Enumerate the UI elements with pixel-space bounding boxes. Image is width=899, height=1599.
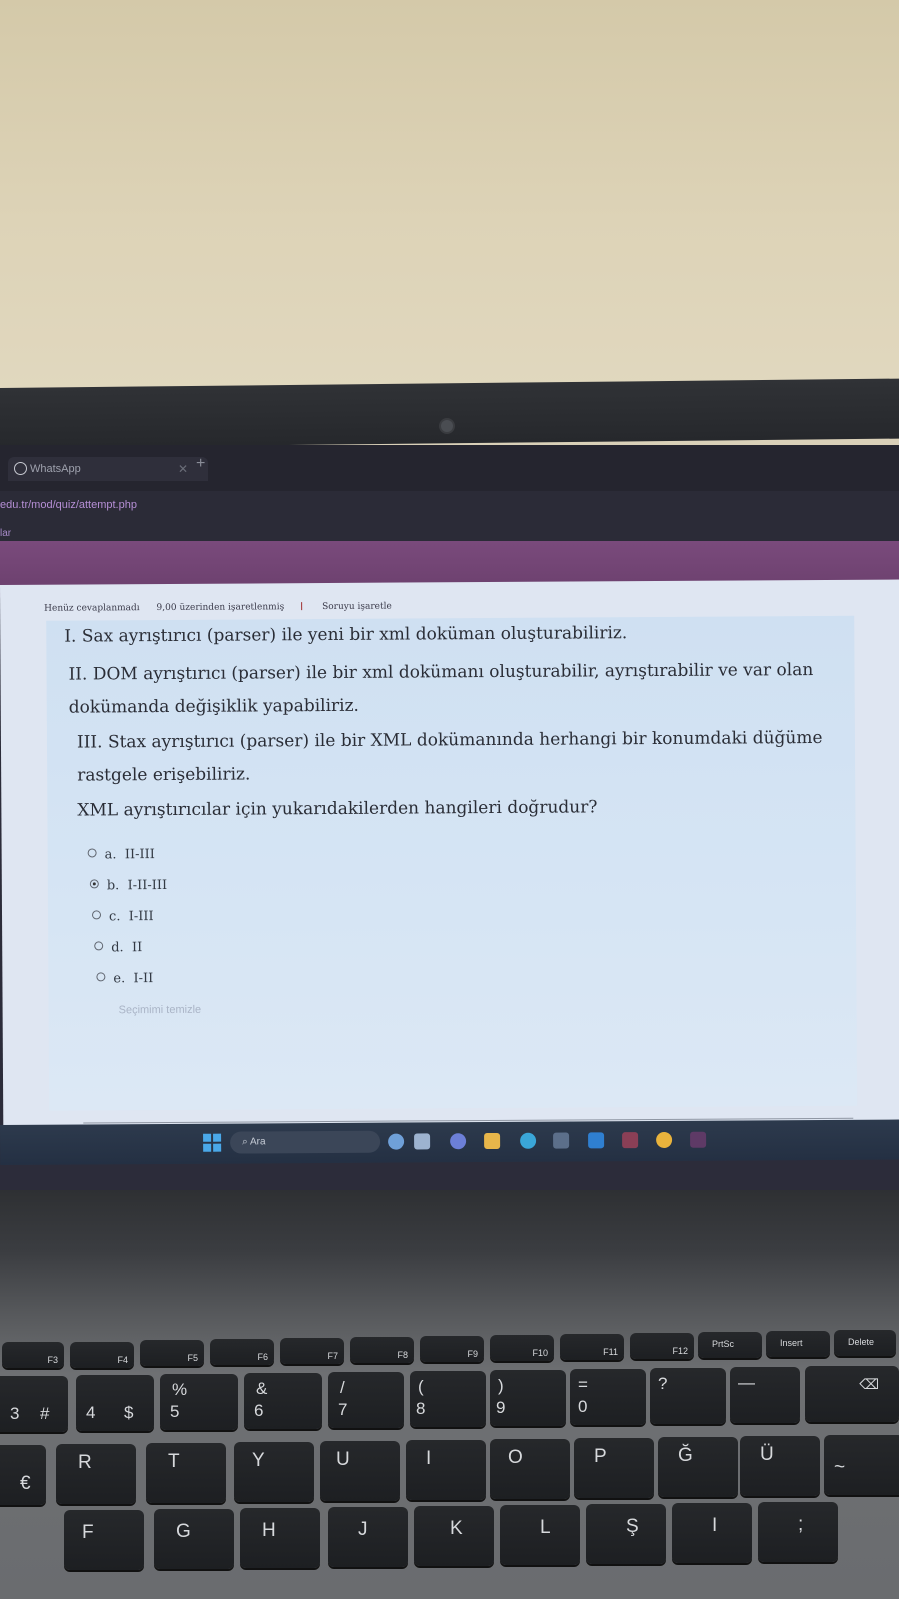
key-g-breve[interactable]: Ğ (658, 1437, 738, 1497)
app-icon-2[interactable] (622, 1132, 638, 1148)
backspace-key[interactable]: ⌫ (805, 1366, 899, 1422)
key-0[interactable]: 0 = (570, 1369, 646, 1425)
key-u-umlaut[interactable]: Ü (740, 1436, 820, 1496)
laptop-top-bezel (0, 379, 899, 448)
option-letter: a. (104, 847, 117, 863)
app-icon[interactable] (388, 1134, 404, 1150)
flag-label: Soruyu işaretle (322, 601, 392, 613)
l-app-icon[interactable] (588, 1132, 604, 1148)
key-i[interactable]: I (406, 1440, 486, 1500)
search-placeholder: Ara (249, 1136, 266, 1148)
key-y[interactable]: Y (234, 1442, 314, 1502)
key-delete[interactable]: Delete (834, 1330, 896, 1356)
clear-choice-link[interactable]: Seçimimi temizle (118, 1003, 202, 1017)
key-p[interactable]: P (574, 1438, 654, 1498)
task-view-icon[interactable] (414, 1133, 430, 1149)
teams-icon[interactable] (450, 1133, 466, 1149)
radio-e[interactable] (96, 972, 105, 981)
folder-icon[interactable] (484, 1133, 500, 1149)
key-5[interactable]: 5 % (160, 1374, 238, 1430)
option-text: II (131, 940, 143, 956)
edge-icon[interactable] (520, 1133, 536, 1149)
statement-2: II. DOM ayrıştırıcı (parser) ile bir xml dokümanı oluşturabilir, ayrıştırabilir ve var olan dokümanda değişiklik yapabiliriz. (68, 660, 814, 718)
key-9[interactable]: 9 ) (490, 1370, 566, 1426)
key-f3[interactable]: F3 (2, 1342, 64, 1368)
option-letter: b. (106, 878, 120, 894)
option-letter: c. (108, 909, 121, 925)
key-f[interactable]: F (64, 1510, 144, 1570)
key-f12[interactable]: F12 (630, 1333, 694, 1359)
laptop-screen (0, 445, 899, 1190)
key-semicolon[interactable]: ; (758, 1502, 838, 1562)
taskbar-search[interactable]: ⌕ Ara (230, 1131, 380, 1154)
key-7[interactable]: 7 / (328, 1372, 404, 1428)
key-f7[interactable]: F7 (280, 1338, 344, 1364)
wall-background (0, 0, 899, 400)
option-c[interactable] (92, 909, 154, 924)
new-tab-button[interactable]: + (196, 455, 206, 472)
option-text: I-II-III (127, 877, 168, 894)
key-o[interactable]: O (490, 1439, 570, 1499)
laptop-keyboard (0, 1190, 899, 1599)
key-r[interactable]: R (56, 1444, 136, 1504)
key-l[interactable]: L (500, 1505, 580, 1565)
option-letter: e. (113, 971, 126, 987)
key-tilde[interactable]: ~ (824, 1435, 899, 1495)
option-text: I-III (128, 909, 154, 925)
key-8[interactable]: 8 ( (410, 1371, 486, 1427)
key-insert[interactable]: Insert (766, 1331, 830, 1357)
app-icon-3[interactable] (690, 1132, 706, 1148)
key-h[interactable]: H (240, 1508, 320, 1568)
question-box (46, 616, 857, 1111)
option-letter: d. (111, 940, 124, 956)
bookmark-item[interactable]: lar (0, 528, 12, 539)
key-j[interactable]: J (328, 1507, 408, 1567)
option-a[interactable] (88, 847, 155, 862)
key-f9[interactable]: F9 (420, 1336, 484, 1362)
option-d[interactable] (94, 940, 142, 955)
key-euro[interactable]: € (0, 1445, 46, 1505)
question-status: Henüz cevaplanmadı (44, 603, 140, 614)
key-f10[interactable]: F10 (490, 1335, 554, 1361)
close-tab-icon[interactable]: ✕ (178, 462, 189, 476)
key-k[interactable]: K (414, 1506, 494, 1566)
option-b[interactable] (90, 878, 167, 893)
radio-d[interactable] (94, 941, 103, 950)
flag-icon (301, 602, 308, 610)
windows-taskbar (0, 1120, 899, 1165)
question-prompt: XML ayrıştırıcılar için yukarıdakilerden hangileri doğrudur? (77, 797, 598, 821)
store-icon[interactable] (553, 1133, 569, 1149)
webcam-icon (441, 420, 453, 432)
question-info (44, 600, 420, 613)
key-prtsc[interactable]: PrtSc (698, 1332, 762, 1358)
key-f4[interactable]: F4 (70, 1342, 134, 1368)
key-6[interactable]: 6 & (244, 1373, 322, 1429)
radio-a[interactable] (88, 848, 97, 857)
radio-b-selected[interactable] (90, 879, 99, 888)
key-f6[interactable]: F6 (210, 1339, 274, 1365)
key-f8[interactable]: F8 (350, 1337, 414, 1363)
quiz-page (0, 580, 899, 1135)
key-i-dotless[interactable]: I (672, 1503, 752, 1563)
option-text: I-II (133, 971, 154, 987)
option-text: II-III (124, 847, 155, 863)
key-u[interactable]: U (320, 1441, 400, 1501)
key-f5[interactable]: F5 (140, 1340, 204, 1366)
key-f11[interactable]: F11 (560, 1334, 624, 1360)
tab-title: WhatsApp (30, 463, 81, 475)
tab-whatsapp[interactable] (8, 457, 208, 481)
key-s-cedilla[interactable]: Ş (586, 1504, 666, 1564)
key-4[interactable]: 4 $ (76, 1375, 154, 1431)
radio-c[interactable] (92, 910, 101, 919)
browser-tab-bar (0, 445, 899, 491)
key-t[interactable]: T (146, 1443, 226, 1503)
whatsapp-icon (14, 462, 27, 475)
address-bar[interactable] (0, 491, 899, 521)
key-3[interactable]: 3 # (0, 1376, 68, 1432)
statement-1: I. Sax ayrıştırıcı (parser) ile yeni bir xml doküman oluşturabiliriz. (64, 623, 628, 647)
url-text: edu.tr/mod/quiz/attempt.php (0, 499, 137, 511)
chrome-icon[interactable] (656, 1132, 672, 1148)
statement-3: III. Stax ayrıştırıcı (parser) ile bir XML dokümanında herhangi bir konumdaki düğüme rastgele erişebiliriz. (76, 727, 823, 786)
windows-start-icon[interactable] (203, 1134, 221, 1152)
key-g[interactable]: G (154, 1509, 234, 1569)
key-star[interactable]: ? (650, 1368, 726, 1424)
question-points: 9,00 üzerinden işaretlenmiş (156, 602, 285, 614)
option-e[interactable] (96, 971, 153, 986)
key-dash[interactable]: — (730, 1367, 800, 1423)
flag-question-link[interactable] (301, 602, 406, 613)
